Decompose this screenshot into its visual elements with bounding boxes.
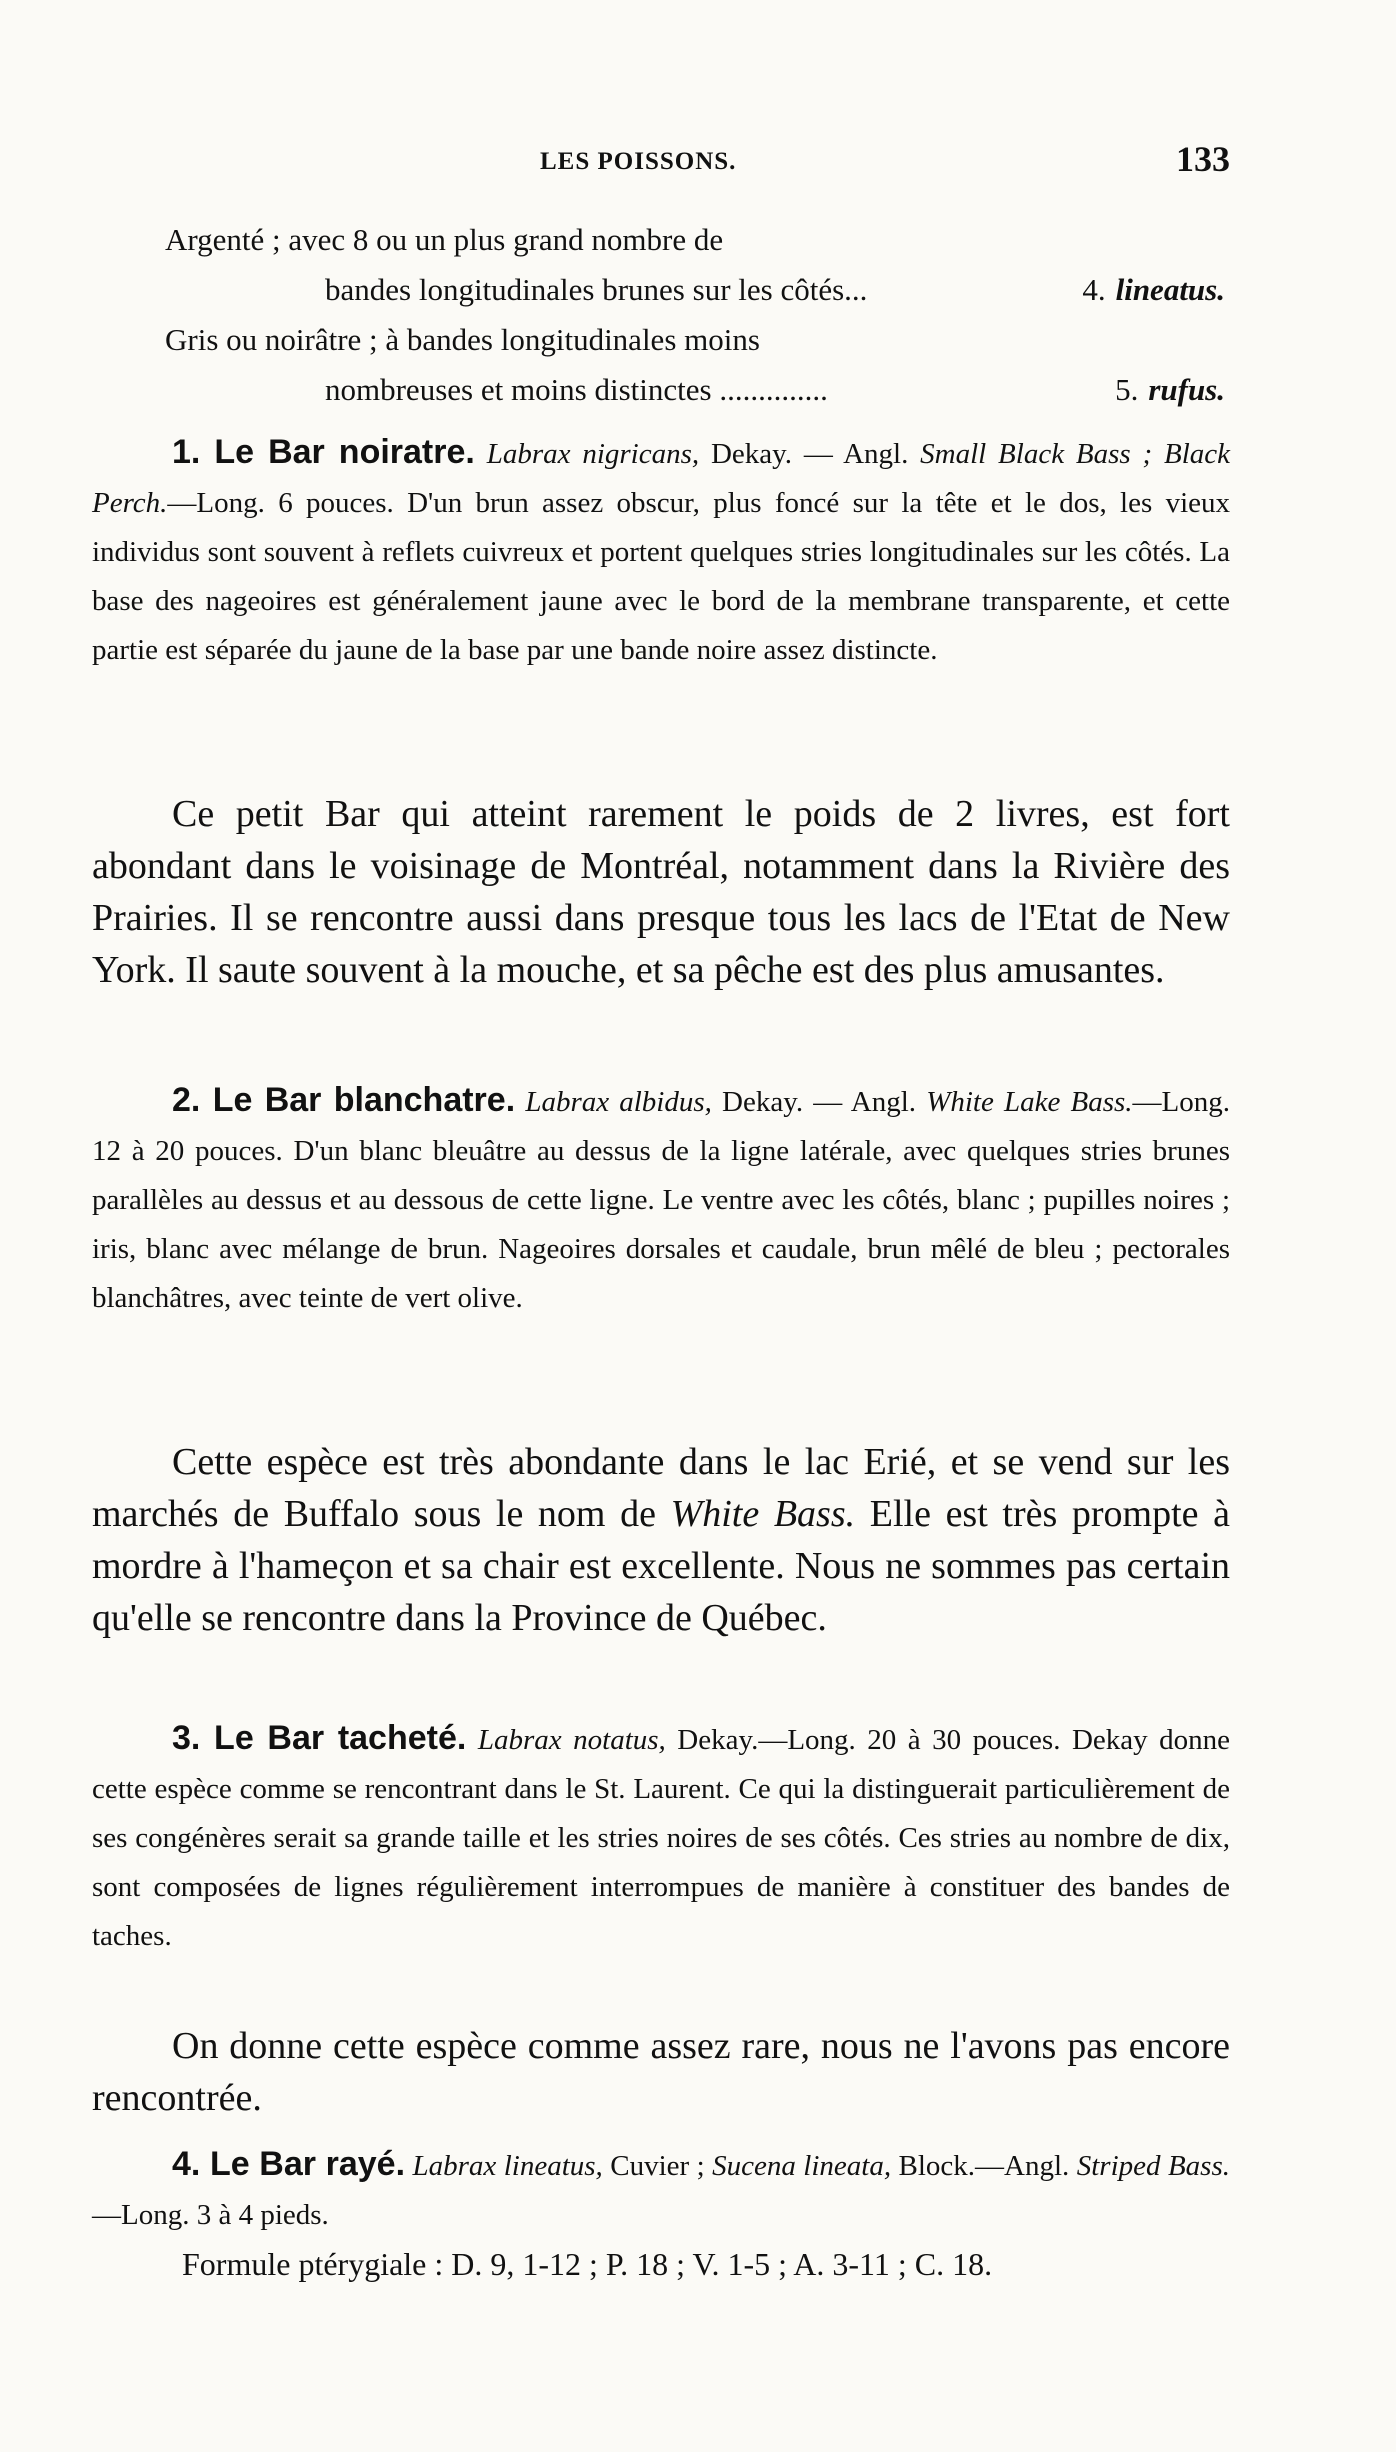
key-line-4-name: rufus. xyxy=(1148,372,1225,407)
section-1-body: —Long. 6 pouces. D'un brun assez obscur, plus foncé sur la tête et le dos, les vieux individus sont souvent à reflets cuivreux et portent quelques stries longitudinales sur les côtés. La base des nageoires est généralement jaune avec le bord de la membrane transparente, et cette partie est séparée du jaune de la base par une bande noire assez distincte. xyxy=(92,487,1230,666)
section-4-heading: 4. Le Bar rayé. xyxy=(172,2145,406,2183)
section-2-remark-end: Elle est très prompte à mordre à l'hameçon et sa chair est excellente. Nous ne sommes pas certain qu'elle se rencontre dans la Province de Québec. xyxy=(92,1493,1230,1639)
section-4-english-name: Striped Bass. xyxy=(1076,2150,1230,2182)
section-3-latin-name: Labrax notatus, xyxy=(477,1724,666,1756)
section-4-fin-formula: Formule ptérygiale : D. 9, 1-12 ; P. 18 ; V. 1-5 ; A. 3-11 ; C. 18. xyxy=(182,2246,993,2282)
section-4-latin-synonym: Sucena lineata, xyxy=(712,2150,892,2182)
key-line-2-number: 4. xyxy=(1082,272,1106,307)
section-1-english-name: Small Black Bass ; Black Perch. xyxy=(92,438,1231,519)
section-2-heading: 2. Le Bar blanchatre. xyxy=(172,1081,516,1119)
section-3-remark-block xyxy=(92,2020,1230,2124)
key-line-4 xyxy=(165,365,1225,415)
key-line-2 xyxy=(165,265,1225,315)
section-2-remark xyxy=(92,1436,1230,1644)
section-4 xyxy=(92,2140,1230,2289)
key-line-2-name: lineatus. xyxy=(1115,272,1225,307)
identification-key xyxy=(165,215,1225,415)
section-1-latin-name: Labrax nigricans, xyxy=(486,438,700,470)
section-1-remark-block xyxy=(92,788,1230,996)
section-3-remark: On donne cette espèce comme assez rare, nous ne l'avons pas encore rencontrée. xyxy=(92,2025,1230,2119)
section-1-heading: 1. Le Bar noiratre. xyxy=(172,433,475,471)
section-4-author: Cuvier ; xyxy=(602,2150,713,2182)
section-1-description xyxy=(92,428,1230,675)
section-2-author: Dekay. — Angl. xyxy=(711,1086,927,1118)
section-3 xyxy=(92,1714,1230,1961)
running-title: LES POISSONS. xyxy=(540,148,737,175)
section-2-remark-italic: White Bass. xyxy=(670,1493,856,1535)
section-3-body: Dekay.—Long. 20 à 30 pouces. Dekay donne cette espèce comme se rencontrant dans le St. Laurent. Ce qui la distinguerait particulièrement de ses congénères serait sa grande taille et les stries noires de ses côtés. Ces stries au nombre de dix, sont composées de lignes régulièrement interrompues de manière à constituer des bandes de taches. xyxy=(92,1724,1231,1952)
section-4-description xyxy=(92,2140,1230,2240)
section-4-synonym-author: Block.—Angl. xyxy=(891,2150,1077,2182)
section-1-author: Dekay. — Angl. xyxy=(699,438,921,470)
section-2-remark-block xyxy=(92,1436,1230,1644)
section-2 xyxy=(92,1076,1230,1323)
section-2-body: —Long. 12 à 20 pouces. D'un blanc bleuâtre au dessus de la ligne latérale, avec quelques stries brunes parallèles au dessus et au dessous de cette ligne. Le ventre avec les côtés, blanc ; pupilles noires ; iris, blanc avec mélange de brun. Nageoires dorsales et caudale, brun mêlé de bleu ; pectorales blanchâtres, avec teinte de vert olive. xyxy=(92,1086,1231,1314)
section-2-remark-start: Cette espèce est très abondante dans le lac Erié, et se vend sur les marchés de Buffalo sous le nom de xyxy=(92,1441,1230,1535)
key-line-2-text: bandes longitudinales brunes sur les côtés... xyxy=(325,272,868,307)
section-3-heading: 3. Le Bar tacheté. xyxy=(172,1719,467,1757)
section-4-body: —Long. 3 à 4 pieds. xyxy=(92,2199,329,2231)
key-line-4-text: nombreuses et moins distinctes .............. xyxy=(325,372,828,407)
section-1 xyxy=(92,428,1230,675)
key-line-1: Argenté ; avec 8 ou un plus grand nombre de xyxy=(165,222,724,257)
key-line-4-number: 5. xyxy=(1115,372,1139,407)
page-number: 133 xyxy=(1176,139,1230,179)
section-4-latin-name: Labrax lineatus, xyxy=(412,2150,603,2182)
page-header xyxy=(540,138,1230,188)
section-3-description xyxy=(92,1714,1230,1961)
section-1-remark: Ce petit Bar qui atteint rarement le poids de 2 livres, est fort abondant dans le voisinage de Montréal, notamment dans la Rivière des Prairies. Il se rencontre aussi dans presque tous les lacs de l'Etat de New York. Il saute souvent à la mouche, et sa pêche est des plus amusantes. xyxy=(92,793,1230,991)
section-2-description xyxy=(92,1076,1230,1323)
section-2-latin-name: Labrax albidus, xyxy=(525,1086,712,1118)
key-line-3: Gris ou noirâtre ; à bandes longitudinales moins xyxy=(165,322,760,357)
section-2-english-name: White Lake Bass. xyxy=(926,1086,1133,1118)
